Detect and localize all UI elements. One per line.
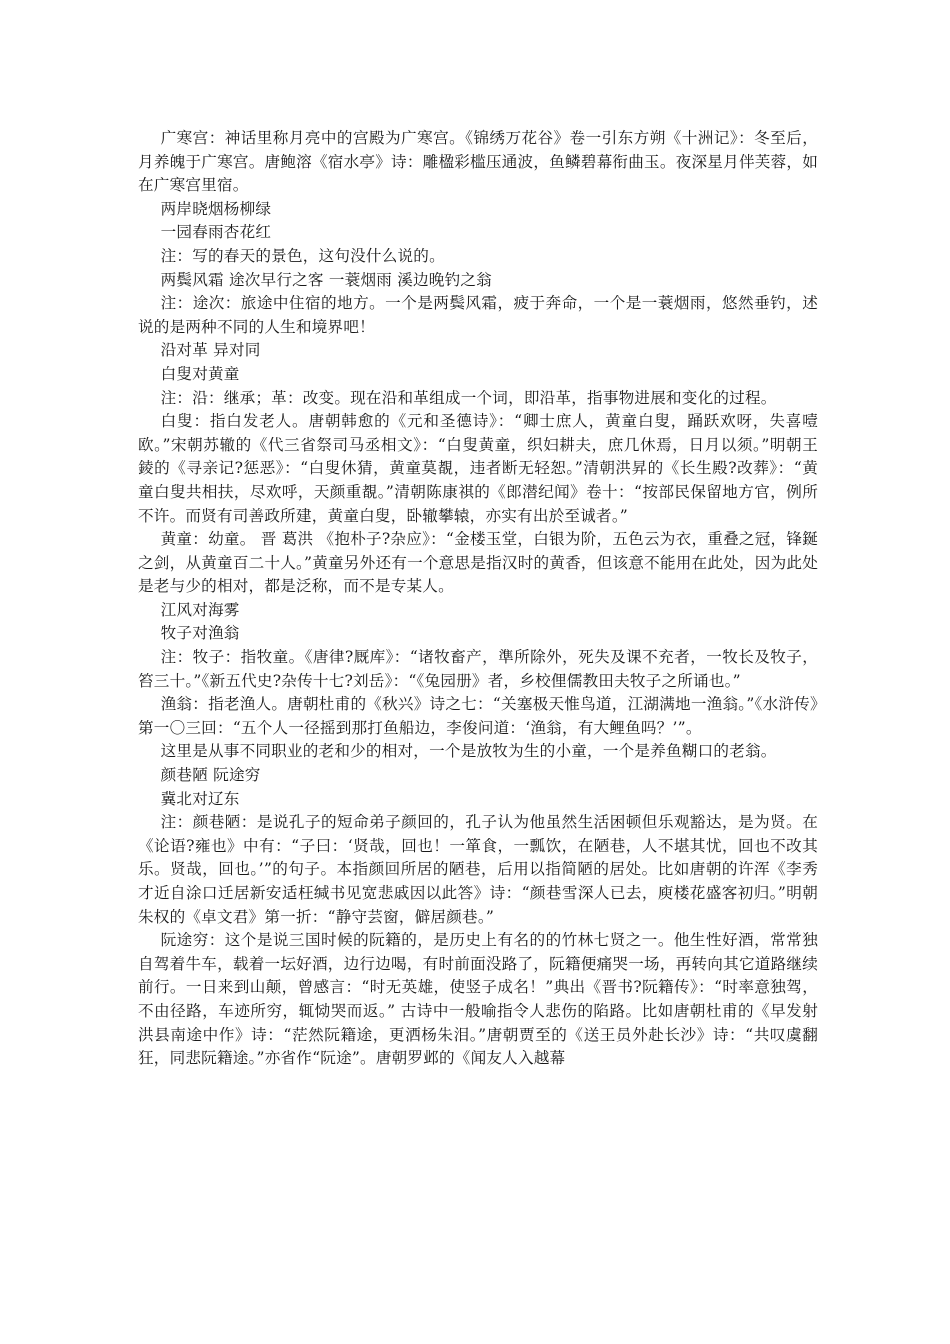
note-yuweng: 渔翁：指老渔人。唐朝杜甫的《秋兴》诗之七：“关塞极天惟鸟道，江湖满地一渔翁。”《水浒传》第一〇三回：“五个人一径摇到那打鱼船边，李俊问道：‘渔翁，有大鲤鱼吗？’”。 <box>138 695 818 737</box>
verse-line-yanxiang: 颜巷陋 阮途穷 <box>160 766 261 785</box>
document-body <box>138 127 818 1071</box>
verse-line-xinghua: 一园春雨杏花红 <box>160 223 272 242</box>
paragraph-guanghangong: 广寒宫：神话里称月亮中的宫殿为广寒宫。《锦绣万花谷》卷一引东方朔《十洲记》：冬至后，月养魄于广寒宫。唐鲍溶《宿水亭》诗：雕楹彩槛压通波，鱼鳞碧幕衔曲玉。夜深星月伴芙蓉，如在广寒宫里宿。 <box>138 129 818 195</box>
note-huangtong: 黄童：幼童。 晋 葛洪 《抱朴子?杂应》：“金楼玉堂，白银为阶，五色云为衣，重叠之冠，锋鋋之剑，从黄童百二十人。”黄童另外还有一个意思是指汉时的黄香，但该意不能用在此处，因为此处是老与少的相对，都是泛称，而不是专某人。 <box>138 530 818 596</box>
verse-line-liangbin: 两鬓风霜 途次早行之客 一蓑烟雨 溪边晚钓之翁 <box>160 270 492 289</box>
verse-line-yan-ge: 沿对革 异对同 <box>160 341 261 360</box>
note-baisou: 白叟：指白发老人。唐朝韩愈的《元和圣德诗》：“卿士庶人，黄童白叟，踊跃欢呀，失喜噎欧。”宋朝苏辙的《代三省祭司马丞相文》：“白叟黄童，织妇耕夫，庶几休焉，日月以须。”明朝王錂的《寻亲记?惩恶》：“白叟休猜，黄童莫覩，违者断无轻恕。”清朝洪昇的《长生殿?改葬》：“黄童白叟共相扶，尽欢呼，天颜重覩。”清朝陈康祺的《郎潜纪闻》卷十：“按部民保留地方官，例所不许。而贤有司善政所建，黄童白叟，卧辙攀辕，亦实有出於至诚者。” <box>138 412 818 525</box>
note-summary-occupations: 这里是从事不同职业的老和少的相对，一个是放牧为生的小童，一个是养鱼糊口的老翁。 <box>160 742 777 761</box>
note-spring-scene: 注：写的春天的景色，这句没什么说的。 <box>160 246 445 265</box>
note-ruantu: 阮途穷：这个是说三国时候的阮籍的，是历史上有名的的竹林七贤之一。他生性好酒，常常独自驾着牛车，载着一坛好酒，边行边喝，有时前面没路了，阮籍便痛哭一场，再转向其它道路继续前行。一日来到山颠，曾感言：“时无英雄，使竖子成名！”典出《晋书?阮籍传》：“时率意独驾，不由径路，车迹所穷，辄恸哭而返。” 古诗中一般喻指令人悲伤的陷路。比如唐朝杜甫的《早发射洪县南途中作》诗：“茫然阮籍途，更洒杨朱泪。”唐朝贾至的《送王员外赴长沙》诗：“共叹虞翻狂，同悲阮籍途。”亦省作“阮途”。唐朝罗邺的《闻友人入越幕 <box>138 931 818 1068</box>
note-yan-ge: 注：沿：继承；革：改变。现在沿和革组成一个词，即沿革，指事物进展和变化的过程。 <box>160 388 777 407</box>
note-yanxiang: 注：颜巷陋：是说孔子的短命弟子颜回的，孔子认为他虽然生活困顿但乐观豁达，是为贤。在《论语?雍也》中有：“子曰：‘贤哉，回也！一箪食，一瓢饮，在陋巷，人不堪其忧，回也不改其乐。贤哉，回也。’”的句子。本指颜回所居的陋巷，后用以指简陋的居处。比如唐朝的许浑《李秀才近自涂口迁居新安适枉缄书见宽悲戚因以此答》诗：“颜巷雪深人已去，庾楼花盛客初归。”明朝朱权的《卓文君》第一折：“静守芸窗，僻居颜巷。” <box>138 813 818 926</box>
verse-line-baisou: 白叟对黄童 <box>160 364 240 383</box>
verse-line-jiangfeng: 江风对海雾 <box>160 600 240 619</box>
note-tuci: 注：途次：旅途中住宿的地方。一个是两鬓风霜，疲于奔命，一个是一蓑烟雨，悠然垂钓，述说的是两种不同的人生和境界吧！ <box>138 294 818 336</box>
verse-line-yangliu: 两岸晓烟杨柳绿 <box>160 199 272 218</box>
verse-line-jibei: 冀北对辽东 <box>160 789 240 808</box>
verse-line-muzi: 牧子对渔翁 <box>160 624 240 643</box>
note-muzi: 注：牧子：指牧童。《唐律?厩库》：“诸牧畜产，準所除外，死失及课不充者，一牧长及牧子，笞三十。”《新五代史?杂传十七?刘岳》：“《兔园册》者，乡校俚儒教田夫牧子之所诵也。” <box>138 648 818 690</box>
